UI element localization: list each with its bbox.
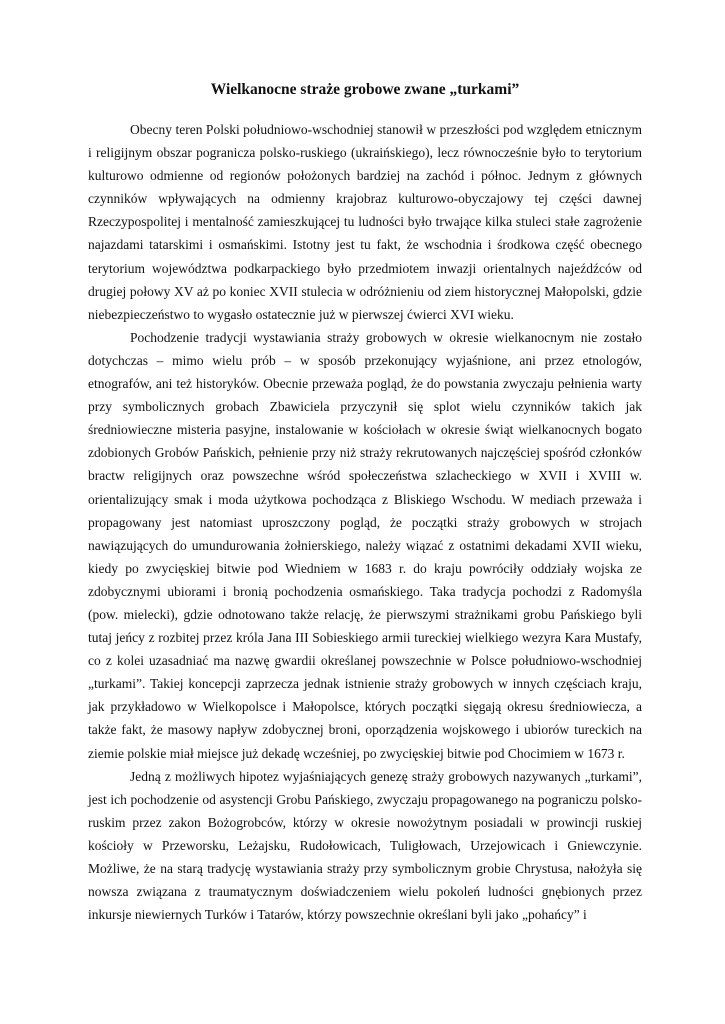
paragraph: Pochodzenie tradycji wystawiania straży grobowych w okresie wielkanocnym nie zostało dotychczas – mimo wielu prób – w sposób przekonujący wyjaśnione, ani przez etnologów, etnografów, ani też historyków. Obecnie przeważa pogląd, że do powstania zwyczaju pełnienia warty przy symbolicznych grobach Zbawiciela przyczynił się splot wielu czynników takich jak średniowieczne misteria pasyjne, instalowanie w kościołach w okresie świąt wielkanocnych bogato zdobionych Grobów Pańskich, pełnienie przy niż straży rekrutowanych najczęściej spośród członków bractw religijnych oraz powszechne wśród społeczeństwa szlacheckiego w XVII i XVIII w. orientalizujący smak i moda użytkowa pochodząca z Bliskiego Wschodu. W mediach przeważa i propagowany jest natomiast uproszczony pogląd, że początki straży grobowych w strojach nawiązujących do umundurowania żołnierskiego, należy wiązać z ostatnimi dekadami XVII wieku, kiedy po zwycięskiej bitwie pod Wiedniem w 1683 r. do kraju powróciły oddziały wojska ze zdobycznymi ubiorami i bronią pochodzenia osmańskiego. Taka tradycja pochodzi z Radomyśla (pow. mielecki), gdzie odnotowano także relację, że pierwszymi strażnikami grobu Pańskiego byli tutaj jeńcy z rozbitej przez króla Jana III Sobieskiego armii tureckiej wielkiego wezyra Kara Mustafy, co z kolei uzasadniać ma nazwę gwardii określanej powszechnie w Polsce południowo-wschodniej „turkami”. Takiej koncepcji zaprzecza jednak istnienie straży grobowych w innych częściach kraju, jak przykładowo w Wielkopolsce i Małopolsce, których początki sięgają okresu średniowiecza, a także fakt, że masowy napływ zdobycznej broni, oporządzenia wojskowego i ubiorów tureckich na ziemie polskie miał miejsce już dekadę wcześniej, po zwycięskiej bitwie pod Chocimiem w 1673 r. — [88, 329, 642, 761]
paragraph: Obecny teren Polski południowo-wschodniej stanowił w przeszłości pod względem etnicznym i religijnym obszar pogranicza polsko-ruskiego (ukraińskiego), lecz równocześnie było to terytorium kulturowo odmienne od regionów położonych bardziej na zachód i północ. Jednym z głównych czynników wpływających na odmienny krajobraz kulturowo-obyczajowy tej części dawnej Rzeczypospolitej i mentalność zamieszkującej tu ludności było trwające kilka stuleci stałe zagrożenie najazdami tatarskimi i osmańskimi. Istotny jest tu fakt, że wschodnia i środkowa część obecnego terytorium województwa podkarpackiego było przedmiotem inwazji orientalnych najeźdźców od drugiej połowy XV aż po koniec XVII stulecia w odróżnieniu od ziem historycznej Małopolski, gdzie niebezpieczeństwo to wygasło ostatecznie już w pierwszej ćwierci XVI wieku. — [88, 122, 642, 322]
document-page — [88, 80, 642, 926]
document-title: Wielkanocne straże grobowe zwane „turkami” — [210, 81, 520, 98]
paragraph: Jedną z możliwych hipotez wyjaśniających genezę straży grobowych nazywanych „turkami”, jest ich pochodzenie od asystencji Grobu Pańskiego, zwyczaju propagowanego na pograniczu polsko-ruskim przez zakon Bożogrobców, którzy w okresie nowożytnym posiadali w prowincji ruskiej kościoły w Przeworsku, Leżajsku, Rudołowicach, Tuligłowach, Urzejowicach i Gniewczynie. Możliwe, że na starą tradycję wystawiania straży przy symbolicznym grobie Chrystusa, nałożyła się nowsza związana z traumatycznym doświadczeniem wielu pokoleń ludności gnębionych przez inkursje niewiernych Turków i Tatarów, którzy powszechnie określani byli jako „pohańcy” i — [88, 768, 642, 923]
